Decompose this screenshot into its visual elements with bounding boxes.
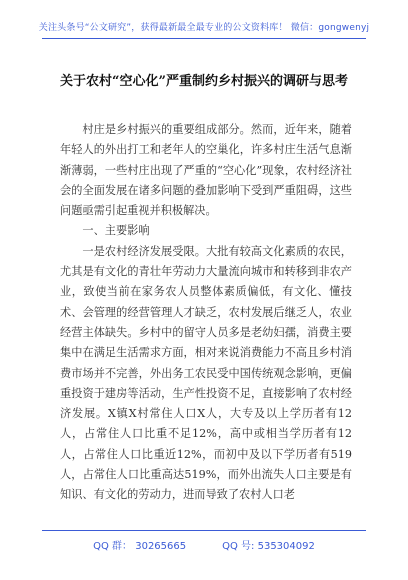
header-divider xyxy=(42,38,366,39)
document-body xyxy=(60,120,352,506)
page-header: 关注头条号“公文研究”，获得最新最全最专业的公文资料库！ 微信：gongwenyj xyxy=(38,23,370,33)
page-footer xyxy=(0,537,408,552)
section-heading: 一、主要影响 xyxy=(82,224,150,238)
qq-number: QQ 号: 535304092 xyxy=(222,541,315,552)
qq-group: QQ 群： 30265665 xyxy=(93,541,187,552)
document-title: 关于农村“空心化”严重制约乡村振兴的调研与思考 xyxy=(60,74,348,89)
body-paragraph: 一是农村经济发展受限。大批有较高文化素质的农民，尤其是有文化的青壮年劳动力大量流向城市和转移到非农产业，致使当前在家务农人员整体素质偏低，有文化、懂技术、会管理的经营管理人才缺乏，农村发展后继乏人，农业经营主体缺失。乡村中的留守人员多是老幼妇孺，消费主要集中在满足生活需求方面，相对来说消费能力不高且乡村消费市场并不完善，外出务工农民受中国传统观念影响，更偏重投资于建房等活动，生产性投资不足，直接影响了农村经济发展。X镇X村常住人口X人，大专及以上学历者有12人，占常住人口比重不足12%，高中或相当学历者有12人，占常住人口比重近12%，而初中及以下学历者有519人，占常住人口比重高达519%，而外出流失人口主要是有知识、有文化的劳动力，进而导致了农村人口老 xyxy=(60,244,352,502)
intro-paragraph: 村庄是乡村振兴的重要组成部分。然而，近年来，随着年轻人的外出打工和老年人的空巢化，许多村庄生活气息渐渐薄弱，一些村庄出现了严重的“空心化”现象，农村经济社会的全面发展在诸多问题的叠加影响下受到严重阻碍，这些问题亟需引起重视并积极解决。 xyxy=(60,123,352,218)
footer-divider xyxy=(42,530,366,531)
